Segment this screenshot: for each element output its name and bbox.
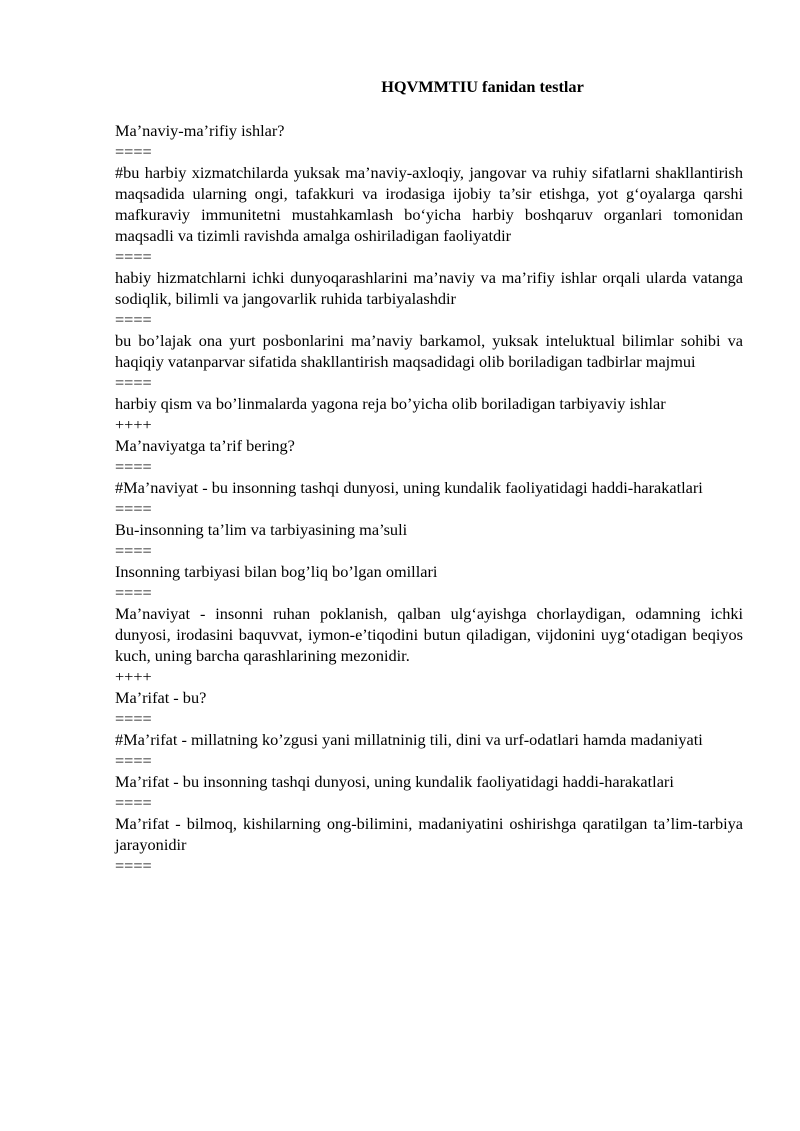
answer-text: Insonning tarbiyasi bilan bog’liq bo’lgan omillari <box>115 562 438 581</box>
separator: ==== <box>115 373 152 392</box>
separator: ==== <box>115 856 152 875</box>
answer-text: bu bo’lajak ona yurt posbonlarini ma’naviy barkamol, yuksak inteluktual bilimlar sohibi va haqiqiy vatanparvar sifatida shakllantirish maqsadidagi olib boriladigan tadbirlar majmui <box>115 331 743 371</box>
separator: ==== <box>115 457 152 476</box>
answer-text: #Ma’naviyat - bu insonning tashqi dunyosi, uning kundalik faoliyatidagi haddi-harakatlari <box>115 478 703 497</box>
separator: ==== <box>115 541 152 560</box>
separator: ==== <box>115 499 152 518</box>
question-separator: ++++ <box>115 667 152 686</box>
separator: ==== <box>115 709 152 728</box>
separator: ==== <box>115 793 152 812</box>
document-title: HQVMMTIU fanidan testlar <box>381 77 584 96</box>
answer-text: Ma’rifat - bilmoq, kishilarning ong-bilimini, madaniyatini oshirishga qaratilgan ta’lim-tarbiya jarayonidir <box>115 814 743 854</box>
question-separator: ++++ <box>115 415 152 434</box>
separator: ==== <box>115 751 152 770</box>
answer-text: harbiy qism va bo’linmalarda yagona reja bo’yicha olib boriladigan tarbiyaviy ishlar <box>115 394 666 413</box>
separator: ==== <box>115 583 152 602</box>
question-text: Ma’naviyatga ta’rif bering? <box>115 436 295 455</box>
question-text: Ma’naviy-ma’rifiy ishlar? <box>115 121 285 140</box>
question-text: Ma’rifat - bu? <box>115 688 207 707</box>
document-page <box>115 76 743 876</box>
answer-text: Ma’rifat - bu insonning tashqi dunyosi, uning kundalik faoliyatidagi haddi-harakatlari <box>115 772 674 791</box>
answer-text: #bu harbiy xizmatchilarda yuksak ma’naviy-axloqiy, jangovar va ruhiy sifatlarni shakllantirish maqsadida ularning ongi, tafakkuri va irodasiga ijobiy ta’sir etishga, yot g‘oyalarga qarshi mafkuraviy immunitetni mustahkamlash bo‘yicha harbiy boshqaruv organlari tomonidan maqsadli va tizimli ravishda amalga oshiriladigan faoliyatdir <box>115 163 743 245</box>
answer-text: habiy hizmatchlarni ichki dunyoqarashlarini ma’naviy va ma’rifiy ishlar orqali ularda vatanga sodiqlik, bilimli va jangovarlik ruhida tarbiyalashdir <box>115 268 743 308</box>
answer-text: Ma’naviyat - insonni ruhan poklanish, qalban ulg‘ayishga chorlaydigan, odamning ichki dunyosi, irodasini baquvvat, iymon-e’tiqodini butun qiladigan, vijdonini uyg‘otadigan beqiyos kuch, uning barcha qarashlarining mezonidir. <box>115 604 743 665</box>
answer-text: Bu-insonning ta’lim va tarbiyasining ma’suli <box>115 520 408 539</box>
answer-text: #Ma’rifat - millatning ko’zgusi yani millatninig tili, dini va urf-odatlari hamda madaniyati <box>115 730 703 749</box>
separator: ==== <box>115 310 152 329</box>
separator: ==== <box>115 247 152 266</box>
separator: ==== <box>115 142 152 161</box>
